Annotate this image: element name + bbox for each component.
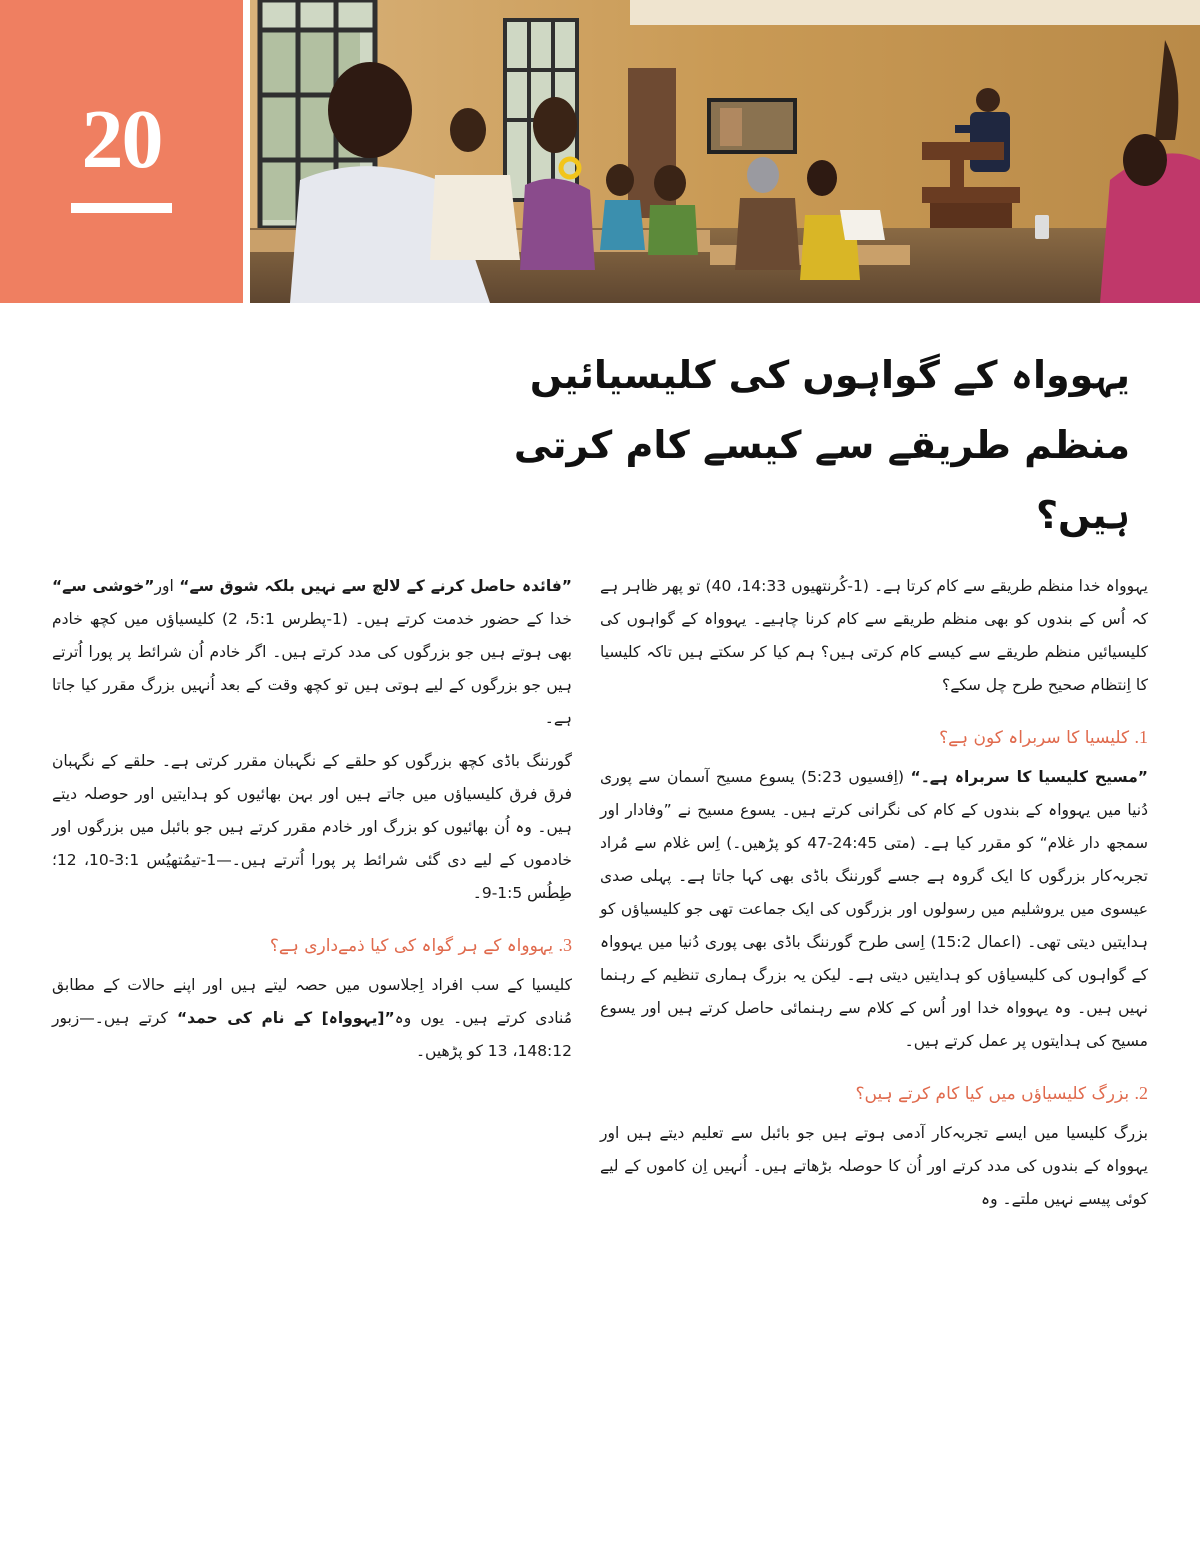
lesson-number: 20 [81, 93, 162, 186]
lesson-number-block [0, 0, 243, 303]
section-heading-text: یہوواہ کے ہر گواہ کی کیا ذمے‌داری ہے؟ [269, 936, 554, 956]
bold-quote: ”مسیح کلیسیا کا سربراہ ہے۔“ [910, 768, 1148, 786]
page-title: یہوواہ کے گواہوں کی کلیسیائیں منظم طریقے سے کیسے کام کرتی ہیں؟ [513, 353, 1130, 537]
bold-quote: ”فائدہ حاصل کرنے کے لالچ سے نہیں بلکہ شوق سے“ [179, 577, 572, 595]
photo-illustration [250, 0, 1200, 303]
congregation-meeting-photo [250, 0, 1200, 303]
section-heading-2 [600, 1078, 1148, 1109]
lesson-number-underline [71, 203, 172, 213]
paragraph-text: خدا کے حضور خدمت کرتے ہیں۔ (1-پطرس 5:1، 2) کلیسیاؤں میں کچھ خادم بھی ہوتے ہیں جو بزرگوں کی مدد کرتے ہیں۔ اگر خادم اُن شرائط پر پورا اُترتے ہیں جو بزرگوں کے لیے ہوتی ہیں تو کچھ وقت کے بعد اُنہیں بزرگ مقرر کیا جاتا ہے۔ [52, 610, 572, 727]
section-heading-text: کلیسیا کا سربراہ کون ہے؟ [939, 728, 1130, 748]
section-2-paragraph-start [600, 1117, 1148, 1216]
paragraph-text: اور [154, 577, 180, 595]
section-number: 1. [1134, 727, 1148, 747]
section-number: 3. [558, 935, 572, 955]
video-screen [707, 98, 797, 154]
section-heading-3 [52, 930, 572, 961]
paragraph-text: کرتے ہیں۔—زبور 148:12، 13 کو پڑھیں۔ [52, 1009, 572, 1060]
intro-paragraph: یہوواہ خدا منظم طریقے سے کام کرتا ہے۔ (1-کُرنتھیوں 14:33، 40) تو پھر ظاہر ہے کہ اُس کے بندوں کو بھی منظم طریقے سے کام کرنا چاہیے۔ یہوواہ کے گواہوں کی کلیسیائیں منظم طریقے سے کیسے کام کرتی ہیں؟ ہم کیا کر سکتے ہیں تاکہ کلیسیا کا اِنتظام صحیح طرح چل سکے؟ [600, 577, 1148, 694]
section-1-paragraph [600, 761, 1148, 1058]
ceiling [630, 0, 1200, 25]
column-right [600, 570, 1148, 1226]
section-3-paragraph [52, 969, 572, 1068]
bold-quote: ”خوشی سے“ [52, 577, 155, 595]
section-heading-text: بزرگ کلیسیاؤں میں کیا کام کرتے ہیں؟ [855, 1084, 1130, 1104]
paragraph-text: (اِفسیوں 5:23) یسوع مسیح آسمان سے پوری دُنیا میں یہوواہ کے بندوں کے کام کی نگرانی کرتے ہیں۔ یسوع مسیح نے ”وفادار اور سمجھ دار غلام“ کو مقرر کیا ہے۔ (متی 24:45-47 کو پڑھیں۔) اِس غلام سے مُراد تجربہ‌کار بزرگوں کا ایک گروہ ہے جسے گورننگ باڈی بھی کہا جاتا ہے۔ پہلی صدی عیسوی میں یروشلیم میں رسولوں اور بزرگوں کی ایک جماعت تھی جو کلیسیاؤں کو ہدایتیں دیتی تھی۔ (اعمال 15:2) اِسی طرح گورننگ باڈی بھی پوری دُنیا میں یہوواہ کے گواہوں کی کلیسیاؤں کو ہدایتیں دیتی ہے۔ لیکن یہ بزرگ ہماری تنظیم کے رہنما نہیں ہیں۔ وہ یہوواہ خدا اور اُس کے کلام سے رہنمائی حاصل کرتے ہیں اور یسوع مسیح کی ہدایتوں پر عمل کرتے ہیں۔ [600, 768, 1148, 1050]
column-left [52, 570, 572, 1078]
paragraph-text: کلیسیا کے سب افراد اِجلاسوں میں حصہ لیتے ہیں اور اپنے حالات کے مطابق مُنادی کرتے ہیں۔ یوں وہ [52, 976, 572, 1027]
section-heading-1 [600, 722, 1148, 753]
paragraph-text: بزرگ کلیسیا میں ایسے تجربہ‌کار آدمی ہوتے ہیں جو بائبل سے تعلیم دیتے ہیں اور یہوواہ کے بندوں کی مدد کرتے اور اُن کا حوصلہ بڑھاتے ہیں۔ اُنہیں اِن کاموں کے لیے کوئی پیسے نہیں ملتے۔ وہ [600, 1124, 1148, 1208]
section-number: 2. [1134, 1083, 1148, 1103]
bold-quote: ”[یہوواہ] کے نام کی حمد“ [176, 1009, 395, 1027]
section-2-paragraph-continued [52, 570, 572, 735]
section-2-paragraph-2: گورننگ باڈی کچھ بزرگوں کو حلقے کے نگہبان مقرر کرتی ہے۔ حلقے کے نگہبان فرق فرق کلیسیاؤں میں جاتے ہیں اور بہن بھائیوں کو ہدایتیں اور حوصلہ دیتے ہیں۔ وہ اُن بھائیوں کو بزرگ اور خادم مقرر کرتے ہیں جو بائبل میں بزرگوں اور خادموں کے لیے دی گئی شرائط پر پورا اُترتے ہیں۔—1-تیمُتھیُس 3:1-10، 12؛ طِطُس 1:5-9۔ [52, 752, 572, 902]
